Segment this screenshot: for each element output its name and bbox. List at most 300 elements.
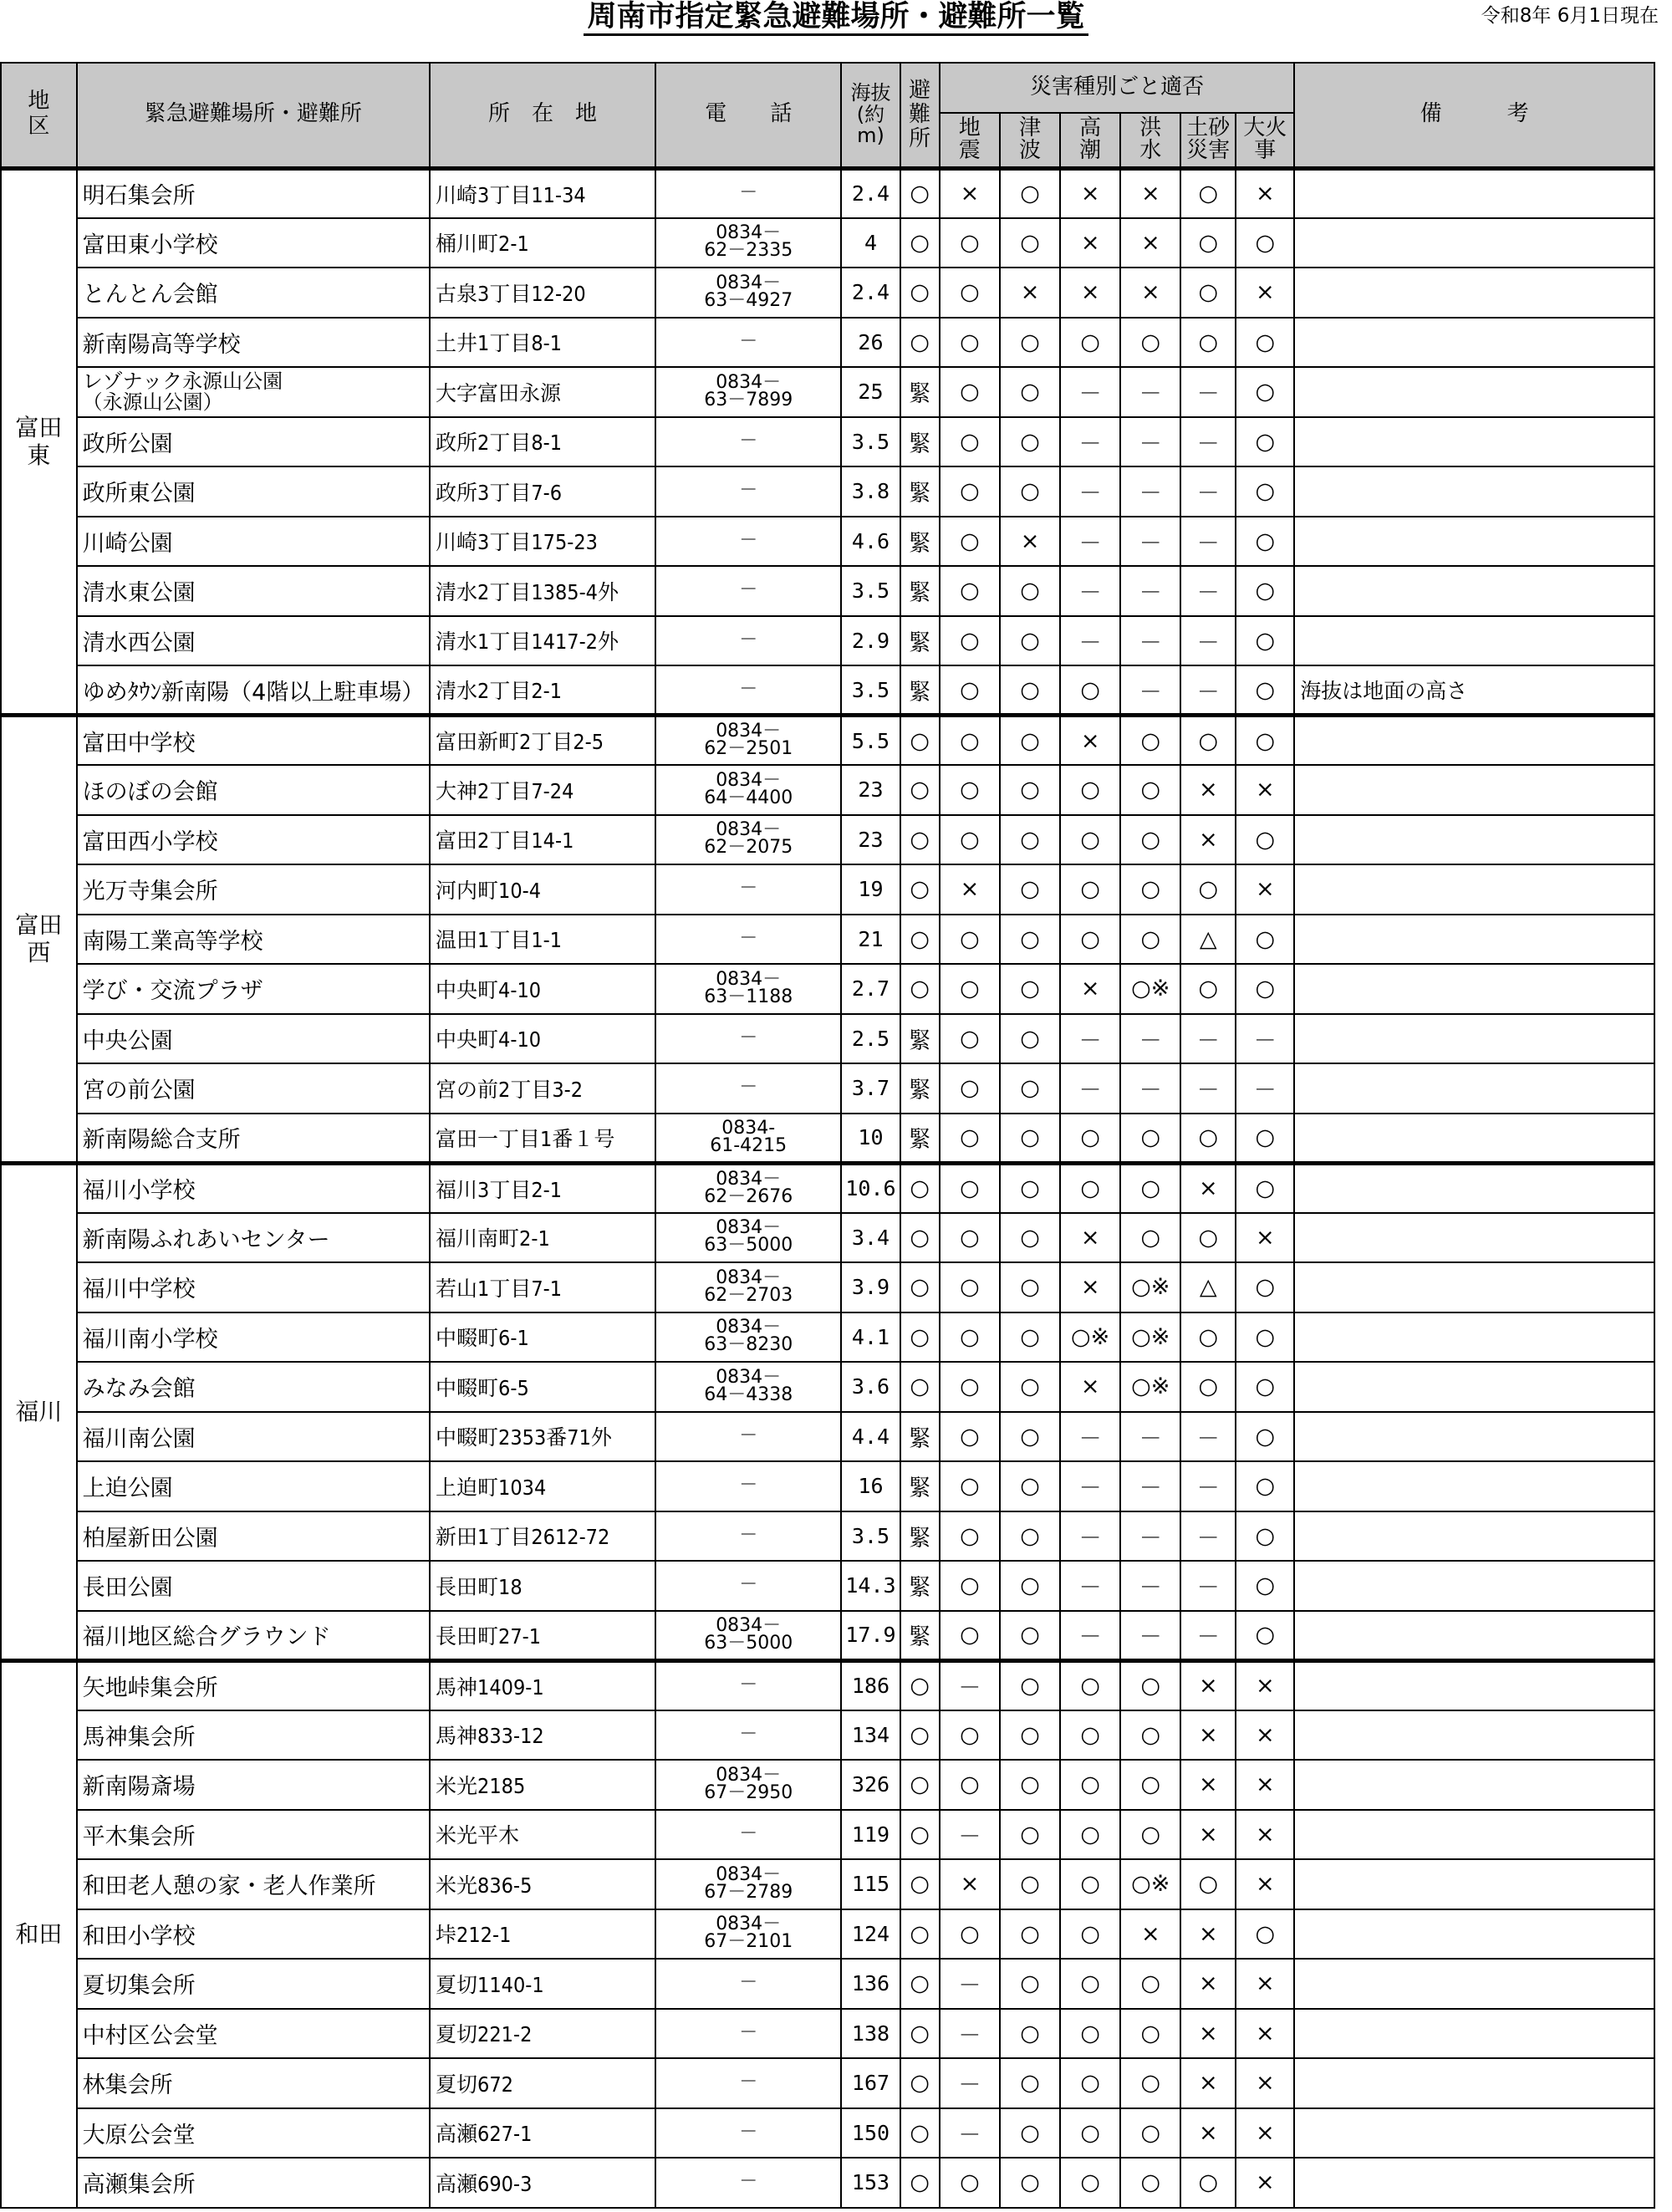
shelter-phone: 0834－ 62－2075 xyxy=(655,815,842,865)
hazard-storm-surge-mark: ○ xyxy=(1060,1859,1120,1909)
shelter-type: ○ xyxy=(900,1859,940,1909)
hazard-earthquake-mark: ○ xyxy=(940,367,1000,417)
shelter-type: ○ xyxy=(900,168,940,218)
remarks-cell xyxy=(1294,716,1654,766)
district-cell: 富田 西 xyxy=(1,716,77,1164)
hazard-storm-surge-mark: － xyxy=(1060,367,1120,417)
shelter-type: ○ xyxy=(900,1810,940,1860)
table-row xyxy=(1,1461,1654,1511)
hazard-earthquake-mark: ○ xyxy=(940,268,1000,318)
shelter-address: 富田2丁目14-1 xyxy=(430,815,655,865)
hazard-storm-surge-mark: ○ xyxy=(1060,915,1120,965)
hazard-earthquake-mark: ○ xyxy=(940,1312,1000,1363)
hazard-landslide-mark: ○ xyxy=(1180,218,1236,268)
table-row xyxy=(1,318,1654,368)
remarks-cell xyxy=(1294,2058,1654,2108)
table-row xyxy=(1,2058,1654,2108)
shelter-elevation: 167 xyxy=(841,2058,900,2108)
hazard-earthquake-mark: ○ xyxy=(940,1163,1000,1213)
shelter-address: 清水1丁目1417-2外 xyxy=(430,616,655,666)
hazard-fire-mark: ○ xyxy=(1236,1312,1294,1363)
hazard-earthquake-mark: ○ xyxy=(940,1511,1000,1562)
shelter-phone: － xyxy=(655,1461,842,1511)
shelter-name: 新南陽総合支所 xyxy=(77,1114,430,1164)
shelter-phone: 0834- 61-4215 xyxy=(655,1114,842,1164)
header-shelter: 避 難 所 xyxy=(900,63,940,168)
shelter-name: ゆめﾀｳﾝ新南陽（4階以上駐車場） xyxy=(77,665,430,716)
hazard-earthquake-mark: × xyxy=(940,1859,1000,1909)
shelter-elevation: 14.3 xyxy=(841,1561,900,1611)
hazard-earthquake-mark: － xyxy=(940,1810,1000,1860)
shelter-name: 福川南小学校 xyxy=(77,1312,430,1363)
hazard-tsunami-mark: ○ xyxy=(1000,1611,1060,1661)
shelter-elevation: 2.7 xyxy=(841,964,900,1014)
hazard-tsunami-mark: ○ xyxy=(1000,616,1060,666)
header-remarks: 備 考 xyxy=(1294,63,1654,168)
shelter-address: 上迫町1034 xyxy=(430,1461,655,1511)
hazard-fire-mark: ○ xyxy=(1236,318,1294,368)
hazard-flood-mark: － xyxy=(1120,1511,1180,1562)
shelter-type: ○ xyxy=(900,1312,940,1363)
shelter-address: 垰212-1 xyxy=(430,1909,655,1960)
shelter-type: ○ xyxy=(900,864,940,915)
hazard-flood-mark: ○ xyxy=(1120,1810,1180,1860)
hazard-earthquake-mark: ○ xyxy=(940,915,1000,965)
hazard-storm-surge-mark: － xyxy=(1060,616,1120,666)
shelter-elevation: 16 xyxy=(841,1461,900,1511)
hazard-fire-mark: ○ xyxy=(1236,915,1294,965)
remarks-cell xyxy=(1294,1859,1654,1909)
shelter-name: 福川中学校 xyxy=(77,1262,430,1312)
table-row xyxy=(1,1511,1654,1562)
header-hazard-tsunami: 津 波 xyxy=(1000,113,1060,168)
shelter-elevation: 134 xyxy=(841,1710,900,1761)
table-row xyxy=(1,2009,1654,2059)
hazard-fire-mark: ○ xyxy=(1236,517,1294,567)
table-row xyxy=(1,1611,1654,1661)
header-hazard-storm-surge: 高 潮 xyxy=(1060,113,1120,168)
shelter-elevation: 150 xyxy=(841,2108,900,2158)
shelter-type: ○ xyxy=(900,1909,940,1960)
shelter-elevation: 3.4 xyxy=(841,1213,900,1263)
remarks-cell xyxy=(1294,1760,1654,1810)
hazard-flood-mark: － xyxy=(1120,665,1180,716)
table-row xyxy=(1,1660,1654,1710)
shelter-type: ○ xyxy=(900,268,940,318)
remarks-cell xyxy=(1294,318,1654,368)
hazard-earthquake-mark: － xyxy=(940,2009,1000,2059)
hazard-fire-mark: ○ xyxy=(1236,218,1294,268)
shelter-elevation: 186 xyxy=(841,1660,900,1710)
shelter-name: 新南陽ふれあいセンター xyxy=(77,1213,430,1263)
hazard-storm-surge-mark: ○ xyxy=(1060,1710,1120,1761)
table-row xyxy=(1,1810,1654,1860)
shelter-type: ○ xyxy=(900,1262,940,1312)
hazard-storm-surge-mark: ○ xyxy=(1060,765,1120,815)
shelter-name: とんとん会館 xyxy=(77,268,430,318)
hazard-earthquake-mark: ○ xyxy=(940,616,1000,666)
hazard-landslide-mark: － xyxy=(1180,1461,1236,1511)
shelter-name: 馬神集会所 xyxy=(77,1710,430,1761)
hazard-flood-mark: ○ xyxy=(1120,2108,1180,2158)
remarks-cell xyxy=(1294,1063,1654,1114)
hazard-landslide-mark: － xyxy=(1180,367,1236,417)
hazard-tsunami-mark: ○ xyxy=(1000,318,1060,368)
hazard-tsunami-mark: ○ xyxy=(1000,417,1060,467)
hazard-flood-mark: ○※ xyxy=(1120,1362,1180,1412)
remarks-cell xyxy=(1294,1114,1654,1164)
hazard-earthquake-mark: ○ xyxy=(940,1262,1000,1312)
district-cell: 富田 東 xyxy=(1,168,77,716)
hazard-tsunami-mark: ○ xyxy=(1000,2158,1060,2208)
hazard-landslide-mark: ○ xyxy=(1180,268,1236,318)
remarks-cell xyxy=(1294,616,1654,666)
shelter-type: 緊 xyxy=(900,1412,940,1462)
shelter-name: 政所東公園 xyxy=(77,466,430,517)
shelter-phone: 0834－ 63－4927 xyxy=(655,268,842,318)
hazard-landslide-mark: ○ xyxy=(1180,1859,1236,1909)
hazard-landslide-mark: － xyxy=(1180,466,1236,517)
shelter-phone: － xyxy=(655,1014,842,1064)
hazard-fire-mark: ○ xyxy=(1236,964,1294,1014)
remarks-cell xyxy=(1294,1163,1654,1213)
hazard-earthquake-mark: ○ xyxy=(940,318,1000,368)
hazard-flood-mark: ○※ xyxy=(1120,1312,1180,1363)
remarks-cell xyxy=(1294,268,1654,318)
hazard-fire-mark: ○ xyxy=(1236,1163,1294,1213)
hazard-earthquake-mark: － xyxy=(940,1959,1000,2009)
shelter-name: 新南陽斎場 xyxy=(77,1760,430,1810)
hazard-flood-mark: ○※ xyxy=(1120,1262,1180,1312)
hazard-landslide-mark: － xyxy=(1180,1611,1236,1661)
hazard-fire-mark: × xyxy=(1236,2108,1294,2158)
shelter-type: ○ xyxy=(900,318,940,368)
hazard-flood-mark: ○ xyxy=(1120,815,1180,865)
hazard-flood-mark: ○ xyxy=(1120,2158,1180,2208)
shelter-type: ○ xyxy=(900,1213,940,1263)
hazard-tsunami-mark: ○ xyxy=(1000,964,1060,1014)
hazard-storm-surge-mark: × xyxy=(1060,964,1120,1014)
shelter-name: 和田老人憩の家・老人作業所 xyxy=(77,1859,430,1909)
shelter-address: 米光836-5 xyxy=(430,1859,655,1909)
shelter-elevation: 21 xyxy=(841,915,900,965)
shelter-elevation: 3.5 xyxy=(841,665,900,716)
hazard-tsunami-mark: ○ xyxy=(1000,2058,1060,2108)
shelter-address: 福川3丁目2-1 xyxy=(430,1163,655,1213)
hazard-fire-mark: － xyxy=(1236,1063,1294,1114)
district-cell: 和田 xyxy=(1,1660,77,2208)
shelter-address: 中央町4-10 xyxy=(430,1014,655,1064)
shelter-elevation: 25 xyxy=(841,367,900,417)
hazard-flood-mark: － xyxy=(1120,417,1180,467)
hazard-fire-mark: ○ xyxy=(1236,1262,1294,1312)
hazard-fire-mark: ○ xyxy=(1236,1909,1294,1960)
remarks-cell xyxy=(1294,1660,1654,1710)
hazard-fire-mark: × xyxy=(1236,268,1294,318)
hazard-storm-surge-mark: － xyxy=(1060,1063,1120,1114)
hazard-storm-surge-mark: × xyxy=(1060,1262,1120,1312)
hazard-tsunami-mark: ○ xyxy=(1000,815,1060,865)
shelter-address: 高瀬627-1 xyxy=(430,2108,655,2158)
table-row xyxy=(1,566,1654,616)
shelter-type: 緊 xyxy=(900,1611,940,1661)
hazard-storm-surge-mark: ○ xyxy=(1060,1959,1120,2009)
shelter-address: 長田町18 xyxy=(430,1561,655,1611)
shelter-elevation: 23 xyxy=(841,815,900,865)
shelter-elevation: 17.9 xyxy=(841,1611,900,1661)
shelter-address: 清水2丁目1385-4外 xyxy=(430,566,655,616)
shelter-elevation: 4 xyxy=(841,218,900,268)
shelter-type: ○ xyxy=(900,964,940,1014)
remarks-cell xyxy=(1294,2158,1654,2208)
header-address: 所 在 地 xyxy=(430,63,655,168)
shelter-elevation: 4.6 xyxy=(841,517,900,567)
table-row xyxy=(1,517,1654,567)
shelter-name: 夏切集会所 xyxy=(77,1959,430,2009)
shelter-phone: － xyxy=(655,915,842,965)
hazard-flood-mark: ○ xyxy=(1120,1114,1180,1164)
hazard-tsunami-mark: ○ xyxy=(1000,1810,1060,1860)
shelter-phone: － xyxy=(655,1810,842,1860)
shelter-elevation: 115 xyxy=(841,1859,900,1909)
table-row xyxy=(1,665,1654,716)
shelter-name: 新南陽高等学校 xyxy=(77,318,430,368)
hazard-flood-mark: ○ xyxy=(1120,864,1180,915)
hazard-fire-mark: ○ xyxy=(1236,665,1294,716)
shelter-type: ○ xyxy=(900,815,940,865)
hazard-flood-mark: － xyxy=(1120,517,1180,567)
shelter-type: ○ xyxy=(900,1660,940,1710)
shelter-name: 光万寺集会所 xyxy=(77,864,430,915)
hazard-fire-mark: ○ xyxy=(1236,466,1294,517)
shelter-phone: 0834－ 62－2501 xyxy=(655,716,842,766)
hazard-tsunami-mark: ○ xyxy=(1000,566,1060,616)
hazard-earthquake-mark: ○ xyxy=(940,1412,1000,1462)
hazard-tsunami-mark: ○ xyxy=(1000,1262,1060,1312)
shelter-name: 中央公園 xyxy=(77,1014,430,1064)
hazard-tsunami-mark: × xyxy=(1000,517,1060,567)
shelter-type: 緊 xyxy=(900,1063,940,1114)
remarks-cell xyxy=(1294,2009,1654,2059)
hazard-flood-mark: ○ xyxy=(1120,1959,1180,2009)
hazard-storm-surge-mark: ○ xyxy=(1060,2009,1120,2059)
shelter-type: ○ xyxy=(900,1163,940,1213)
shelter-type: ○ xyxy=(900,1760,940,1810)
shelter-phone: － xyxy=(655,616,842,666)
hazard-earthquake-mark: ○ xyxy=(940,1362,1000,1412)
hazard-tsunami-mark: ○ xyxy=(1000,1312,1060,1363)
shelter-elevation: 5.5 xyxy=(841,716,900,766)
remarks-cell xyxy=(1294,218,1654,268)
shelter-elevation: 2.5 xyxy=(841,1014,900,1064)
shelter-type: 緊 xyxy=(900,367,940,417)
shelter-phone: － xyxy=(655,318,842,368)
shelter-type: 緊 xyxy=(900,566,940,616)
hazard-earthquake-mark: ○ xyxy=(940,517,1000,567)
hazard-flood-mark: × xyxy=(1120,268,1180,318)
table-row xyxy=(1,716,1654,766)
hazard-storm-surge-mark: － xyxy=(1060,1561,1120,1611)
shelter-name: 富田中学校 xyxy=(77,716,430,766)
hazard-landslide-mark: ○ xyxy=(1180,1362,1236,1412)
table-row xyxy=(1,466,1654,517)
hazard-fire-mark: － xyxy=(1236,1014,1294,1064)
shelter-elevation: 119 xyxy=(841,1810,900,1860)
hazard-fire-mark: × xyxy=(1236,1760,1294,1810)
header-hazard-earthquake: 地 震 xyxy=(940,113,1000,168)
shelter-phone: － xyxy=(655,1660,842,1710)
hazard-landslide-mark: × xyxy=(1180,2108,1236,2158)
hazard-landslide-mark: ○ xyxy=(1180,168,1236,218)
remarks-cell xyxy=(1294,517,1654,567)
hazard-landslide-mark: － xyxy=(1180,517,1236,567)
hazard-earthquake-mark: ○ xyxy=(940,417,1000,467)
table-row xyxy=(1,616,1654,666)
table-row xyxy=(1,1163,1654,1213)
shelter-name: 宮の前公園 xyxy=(77,1063,430,1114)
hazard-tsunami-mark: ○ xyxy=(1000,1959,1060,2009)
hazard-earthquake-mark: ○ xyxy=(940,2158,1000,2208)
hazard-storm-surge-mark: × xyxy=(1060,218,1120,268)
hazard-storm-surge-mark: － xyxy=(1060,566,1120,616)
hazard-storm-surge-mark: ○ xyxy=(1060,2158,1120,2208)
hazard-storm-surge-mark: ○ xyxy=(1060,1909,1120,1960)
hazard-earthquake-mark: ○ xyxy=(940,1014,1000,1064)
table-row xyxy=(1,1114,1654,1164)
hazard-landslide-mark: － xyxy=(1180,1511,1236,1562)
hazard-flood-mark: ○ xyxy=(1120,716,1180,766)
hazard-landslide-mark: × xyxy=(1180,815,1236,865)
shelter-elevation: 3.8 xyxy=(841,466,900,517)
hazard-flood-mark: ○ xyxy=(1120,915,1180,965)
shelter-phone: － xyxy=(655,1710,842,1761)
shelter-address: 政所3丁目7-6 xyxy=(430,466,655,517)
shelter-type: ○ xyxy=(900,2009,940,2059)
table-row xyxy=(1,168,1654,218)
hazard-flood-mark: － xyxy=(1120,566,1180,616)
remarks-cell xyxy=(1294,1810,1654,1860)
header-hazard-fire: 大火 事 xyxy=(1236,113,1294,168)
remarks-cell xyxy=(1294,1014,1654,1064)
table-row xyxy=(1,1710,1654,1761)
shelter-type: 緊 xyxy=(900,1114,940,1164)
header-district: 地 区 xyxy=(1,63,77,168)
hazard-fire-mark: ○ xyxy=(1236,367,1294,417)
hazard-landslide-mark: － xyxy=(1180,417,1236,467)
hazard-earthquake-mark: ○ xyxy=(940,964,1000,1014)
shelter-address: 馬神833-12 xyxy=(430,1710,655,1761)
hazard-earthquake-mark: ○ xyxy=(940,765,1000,815)
shelter-phone: － xyxy=(655,168,842,218)
shelter-elevation: 2.9 xyxy=(841,616,900,666)
header-name: 緊急避難場所・避難所 xyxy=(77,63,430,168)
page-title xyxy=(0,0,1672,37)
hazard-flood-mark: － xyxy=(1120,1611,1180,1661)
shelter-name: 矢地峠集会所 xyxy=(77,1660,430,1710)
hazard-fire-mark: × xyxy=(1236,168,1294,218)
hazard-earthquake-mark: ○ xyxy=(940,665,1000,716)
shelter-type: 緊 xyxy=(900,1561,940,1611)
hazard-fire-mark: ○ xyxy=(1236,815,1294,865)
hazard-fire-mark: × xyxy=(1236,765,1294,815)
hazard-earthquake-mark: ○ xyxy=(940,466,1000,517)
shelter-type: ○ xyxy=(900,2108,940,2158)
hazard-tsunami-mark: ○ xyxy=(1000,1114,1060,1164)
hazard-fire-mark: × xyxy=(1236,1810,1294,1860)
shelter-elevation: 10.6 xyxy=(841,1163,900,1213)
hazard-landslide-mark: ○ xyxy=(1180,964,1236,1014)
shelter-name: 平木集会所 xyxy=(77,1810,430,1860)
hazard-landslide-mark: ○ xyxy=(1180,1312,1236,1363)
hazard-landslide-mark: × xyxy=(1180,1710,1236,1761)
table-row xyxy=(1,1859,1654,1909)
shelter-phone: 0834－ 62－2676 xyxy=(655,1163,842,1213)
shelter-address: 中畷町6-1 xyxy=(430,1312,655,1363)
hazard-fire-mark: × xyxy=(1236,1859,1294,1909)
hazard-flood-mark: ○ xyxy=(1120,2058,1180,2108)
table-row xyxy=(1,2108,1654,2158)
shelter-address: 馬神1409-1 xyxy=(430,1660,655,1710)
hazard-landslide-mark: × xyxy=(1180,1909,1236,1960)
shelter-phone: － xyxy=(655,1511,842,1562)
remarks-cell xyxy=(1294,367,1654,417)
remarks-cell xyxy=(1294,1909,1654,1960)
table-row xyxy=(1,1213,1654,1263)
hazard-tsunami-mark: ○ xyxy=(1000,915,1060,965)
hazard-landslide-mark: － xyxy=(1180,1412,1236,1462)
hazard-earthquake-mark: × xyxy=(940,168,1000,218)
shelter-phone: － xyxy=(655,2058,842,2108)
hazard-tsunami-mark: ○ xyxy=(1000,1760,1060,1810)
remarks-cell xyxy=(1294,1213,1654,1263)
shelter-name: 和田小学校 xyxy=(77,1909,430,1960)
header-phone: 電 話 xyxy=(655,63,842,168)
hazard-tsunami-mark: ○ xyxy=(1000,1710,1060,1761)
hazard-earthquake-mark: ○ xyxy=(940,1909,1000,1960)
hazard-landslide-mark: × xyxy=(1180,765,1236,815)
table-row xyxy=(1,1312,1654,1363)
shelter-type: ○ xyxy=(900,1959,940,2009)
shelter-address: 米光平木 xyxy=(430,1810,655,1860)
shelter-phone: － xyxy=(655,2009,842,2059)
hazard-tsunami-mark: ○ xyxy=(1000,665,1060,716)
page-title-text: 周南市指定緊急避難場所・避難所一覧 xyxy=(584,0,1088,36)
table-row xyxy=(1,1063,1654,1114)
hazard-earthquake-mark: ○ xyxy=(940,1710,1000,1761)
shelter-address: 古泉3丁目12-20 xyxy=(430,268,655,318)
shelter-elevation: 136 xyxy=(841,1959,900,2009)
hazard-landslide-mark: － xyxy=(1180,665,1236,716)
hazard-storm-surge-mark: ○ xyxy=(1060,1114,1120,1164)
shelter-address: 富田新町2丁目2-5 xyxy=(430,716,655,766)
shelter-type: 緊 xyxy=(900,417,940,467)
shelter-phone: － xyxy=(655,1412,842,1462)
shelter-name: 上迫公園 xyxy=(77,1461,430,1511)
shelter-elevation: 3.5 xyxy=(841,566,900,616)
shelter-elevation: 3.6 xyxy=(841,1362,900,1412)
shelter-phone: 0834－ 67－2950 xyxy=(655,1760,842,1810)
shelter-phone: － xyxy=(655,417,842,467)
shelter-address: 高瀬690-3 xyxy=(430,2158,655,2208)
shelter-name: レゾナック永源山公園 （永源山公園） xyxy=(77,367,430,417)
shelter-address: 新田1丁目2612-72 xyxy=(430,1511,655,1562)
shelter-name: 福川南公園 xyxy=(77,1412,430,1462)
shelter-type: 緊 xyxy=(900,1511,940,1562)
hazard-earthquake-mark: ○ xyxy=(940,716,1000,766)
shelter-address: 中畷町6-5 xyxy=(430,1362,655,1412)
hazard-storm-surge-mark: ○ xyxy=(1060,1810,1120,1860)
shelter-name: 柏屋新田公園 xyxy=(77,1511,430,1562)
